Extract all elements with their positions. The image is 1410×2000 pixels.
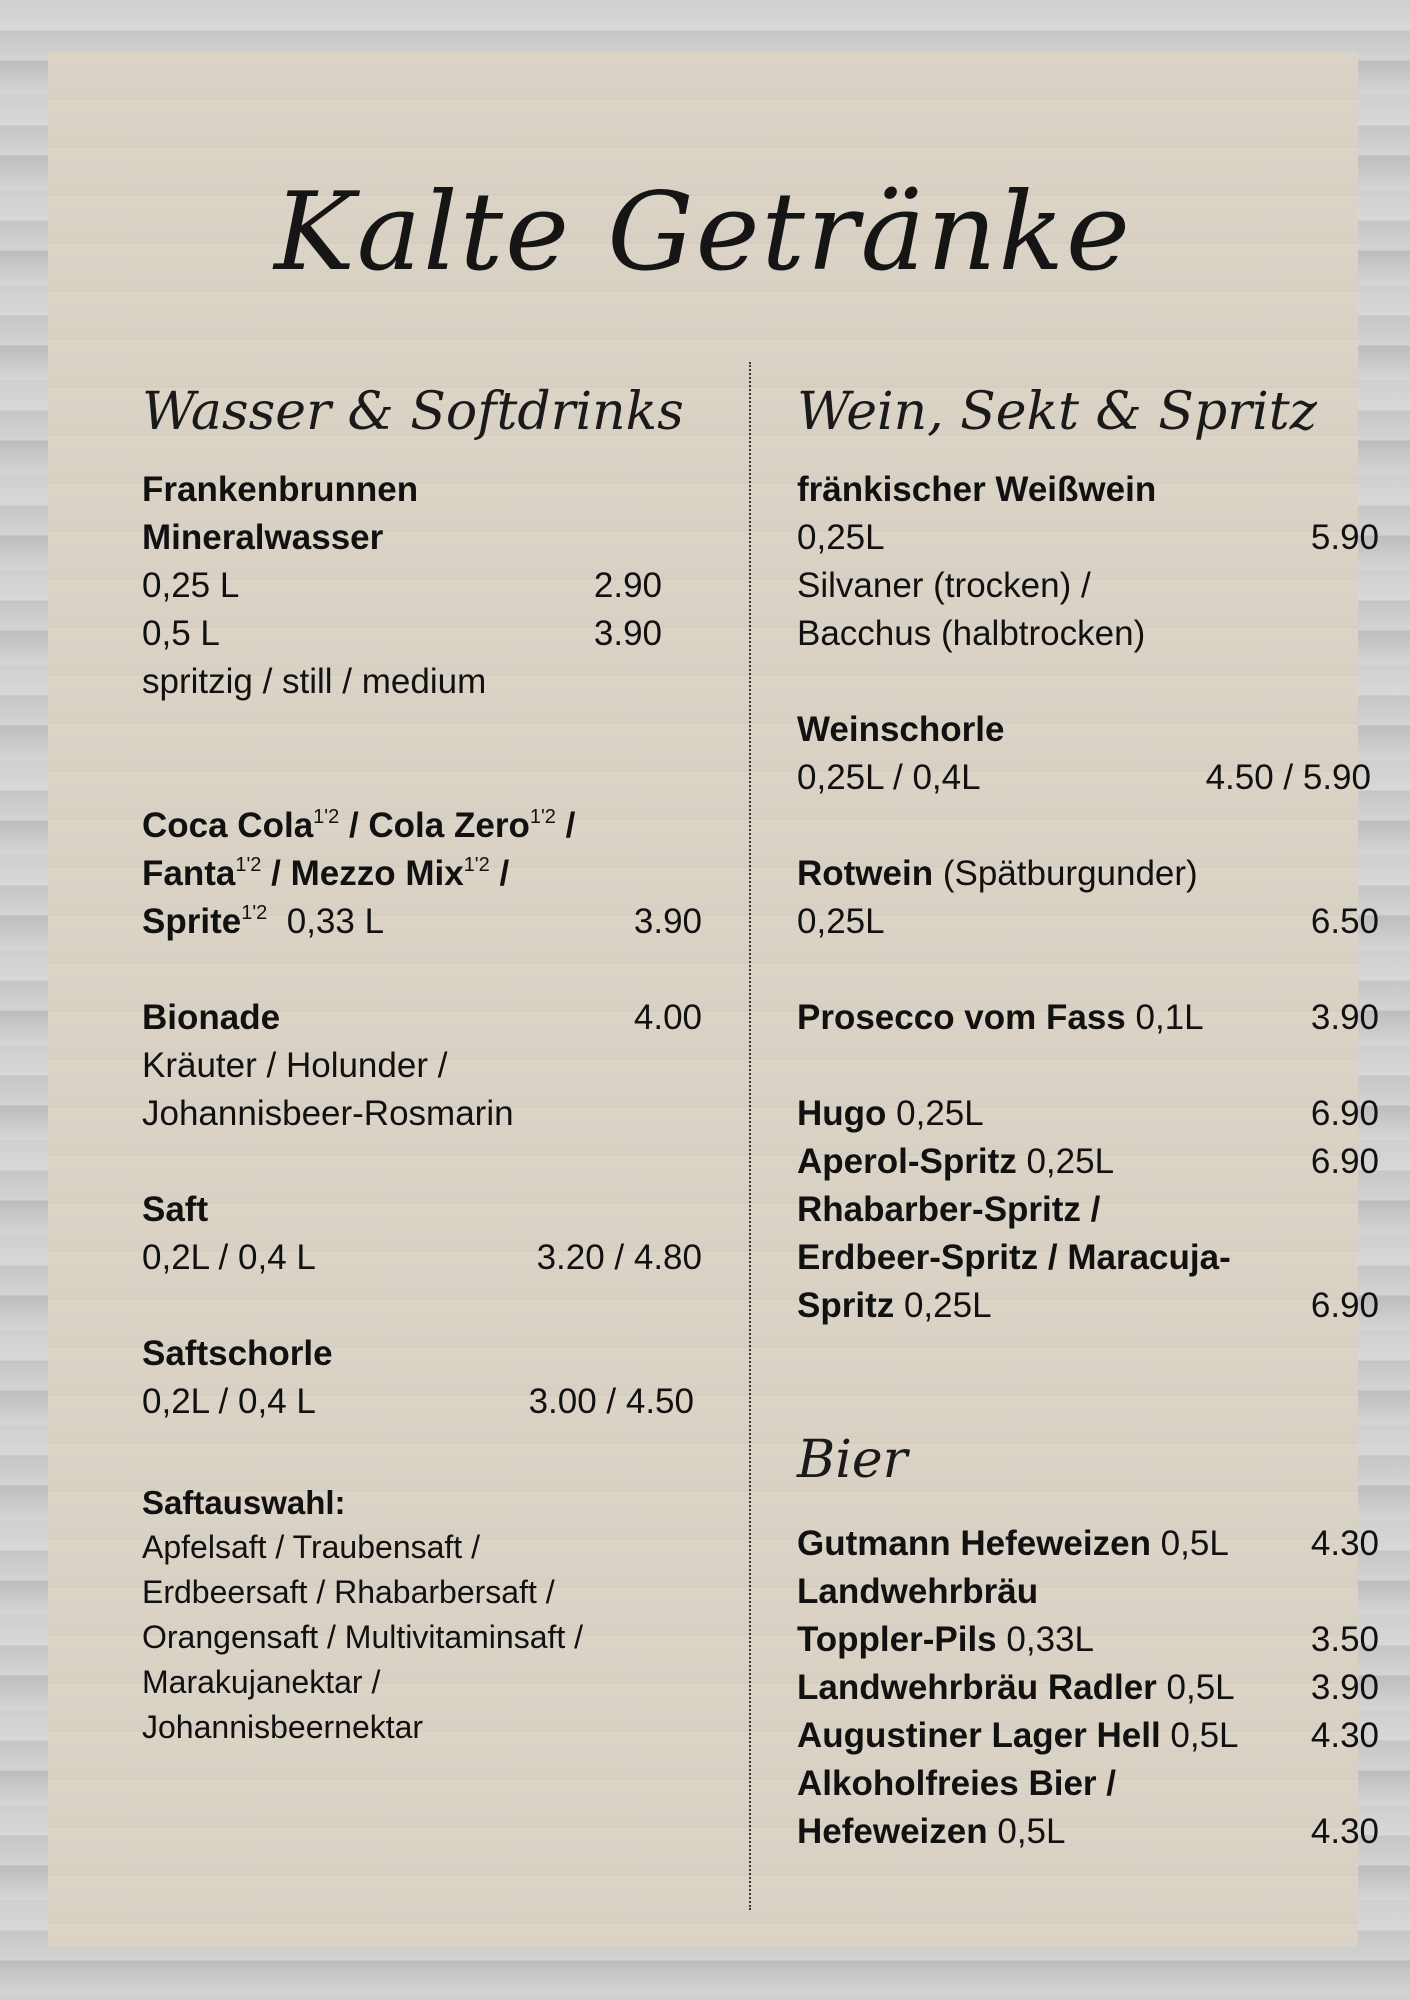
price: 3.00 / 4.50: [528, 1382, 694, 1421]
menu-item-name: Mineralwasser: [142, 518, 384, 557]
price: 3.50: [1310, 1620, 1379, 1659]
price: 3.90: [633, 902, 702, 941]
juice-selection-line: Johannisbeernektar: [142, 1709, 424, 1745]
menu-item-name: Saft: [142, 1190, 209, 1229]
juice-selection-line: Apfelsaft / Traubensaft /: [142, 1529, 480, 1565]
menu-panel: [48, 52, 1379, 1947]
menu-item-name: Landwehrbräu Radler 0,5L 3.90: [797, 1664, 1379, 1712]
price: 5.90: [1310, 518, 1379, 557]
menu-item-name: Bionade 4.00: [142, 994, 702, 1042]
juice-selection-line: Erdbeersaft / Rhabarbersaft /: [142, 1574, 555, 1610]
price: 6.50: [1310, 902, 1379, 941]
column-divider: [749, 362, 751, 1910]
menu-item-name: fränkischer Weißwein: [797, 470, 1157, 509]
price: 3.90: [1310, 998, 1379, 1037]
menu-item-name: Coca Cola$^{1'2}$ / Cola Zero$^{1'2}$ /: [142, 806, 576, 845]
price: 3.90: [593, 614, 662, 653]
price: 6.90: [1310, 1286, 1379, 1325]
price: 6.90: [1310, 1094, 1379, 1133]
menu-item-name: Rotwein (Spätburgunder): [797, 854, 1198, 893]
menu-item-note: Kräuter / Holunder /: [142, 1046, 448, 1085]
menu-item-name: Alkoholfreies Bier /: [797, 1764, 1116, 1803]
juice-selection-line: Marakujanektar /: [142, 1664, 381, 1700]
price: 6.90: [1310, 1142, 1379, 1181]
price: 2.90: [593, 566, 662, 605]
menu-item-name: Weinschorle: [797, 710, 1005, 749]
menu-item-note: Johannisbeer-Rosmarin: [142, 1094, 514, 1133]
menu-item-name: Hefeweizen 0,5L 4.30: [797, 1808, 1379, 1856]
price: 4.30: [1310, 1524, 1379, 1563]
menu-item-size-row: Sprite$^{1'2}$ 0,33 L 3.90: [142, 898, 702, 946]
section-heading-softdrinks: Wasser & Softdrinks: [142, 382, 684, 442]
menu-item-name: Hugo 0,25L 6.90: [797, 1090, 1379, 1138]
right-column: [797, 374, 1379, 1856]
price: 3.20 / 4.80: [536, 1238, 702, 1277]
menu-item-note: Bacchus (halbtrocken): [797, 614, 1146, 653]
price: 4.30: [1310, 1716, 1379, 1755]
menu-item-name: Fanta$^{1'2}$ / Mezzo Mix$^{1'2}$ /: [142, 854, 510, 893]
price: 4.30: [1310, 1812, 1379, 1851]
price: 4.50 / 5.90: [1205, 758, 1371, 797]
menu-item-size-row: [142, 610, 662, 658]
menu-item-name: Aperol-Spritz 0,25L 6.90: [797, 1138, 1379, 1186]
menu-item-name: Saftschorle: [142, 1334, 333, 1373]
menu-item-size-row: 0,25L 6.50: [797, 898, 1379, 946]
menu-item-size-row: 0,2L / 0,4 L 3.20 / 4.80: [142, 1234, 702, 1282]
menu-item-name: Gutmann Hefeweizen 0,5L 4.30: [797, 1520, 1379, 1568]
price: 4.00: [633, 998, 702, 1037]
menu-item-name: Landwehrbräu: [797, 1572, 1039, 1611]
menu-title: Kalte Getränke: [274, 170, 1132, 295]
size-label: 0,25 L: [142, 566, 240, 605]
menu-item-note: spritzig / still / medium: [142, 662, 487, 701]
menu-item-name: Frankenbrunnen: [142, 470, 419, 509]
left-column: [142, 374, 702, 1750]
menu-item-name: Augustiner Lager Hell 0,5L 4.30: [797, 1712, 1379, 1760]
menu-item-name: Rhabarber-Spritz /: [797, 1190, 1101, 1229]
price: 3.90: [1310, 1668, 1379, 1707]
menu-item-note: Silvaner (trocken) /: [797, 566, 1091, 605]
menu-item-name: Toppler-Pils 0,33L 3.50: [797, 1616, 1379, 1664]
section-heading-beer: Bier: [797, 1430, 908, 1490]
juice-selection-heading: Saftauswahl:: [142, 1484, 346, 1521]
menu-item-size-row: 0,25L 5.90: [797, 514, 1379, 562]
section-heading-wine: Wein, Sekt & Spritz: [797, 382, 1317, 442]
menu-item-size-row: 0,2L / 0,4 L 3.00 / 4.50: [142, 1378, 694, 1426]
menu-item-name: Prosecco vom Fass 0,1L 3.90: [797, 994, 1379, 1042]
menu-item-name: Spritz 0,25L 6.90: [797, 1282, 1379, 1330]
juice-selection-line: Orangensaft / Multivitaminsaft /: [142, 1619, 584, 1655]
menu-item-name: Erdbeer-Spritz / Maracuja-: [797, 1238, 1231, 1277]
size-label: 0,5 L: [142, 614, 220, 653]
menu-item-size-row: 0,25L / 0,4L 4.50 / 5.90: [797, 754, 1371, 802]
menu-item-size-row: [142, 562, 662, 610]
